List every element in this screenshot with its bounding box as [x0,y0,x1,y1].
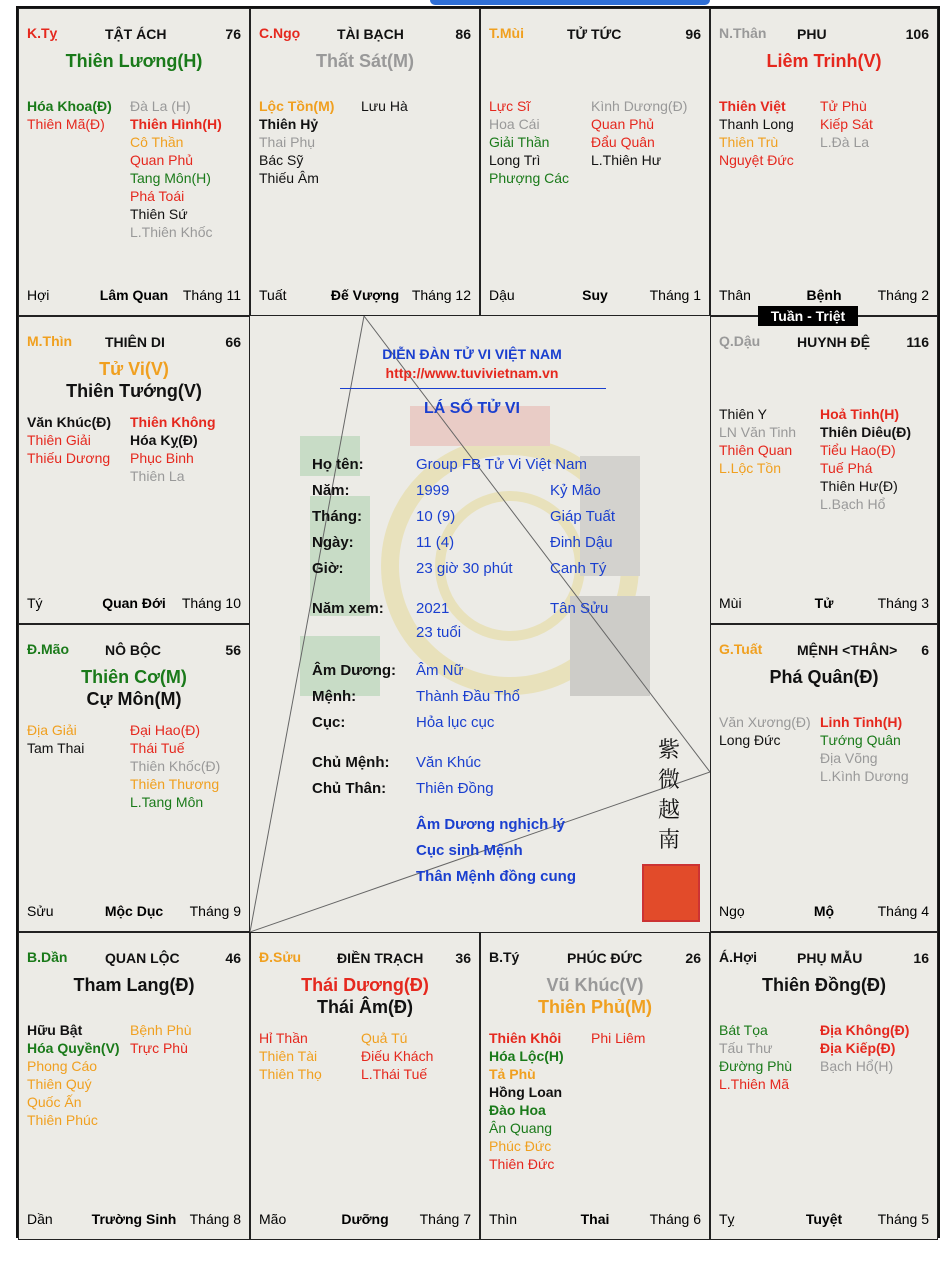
minor-star: Thái Tuế [130,740,185,756]
minor-star: Thiên Y [719,406,767,422]
info-label: Âm Dương: [312,662,397,679]
top-accent-bar [430,0,710,5]
minor-star: Quan Phủ [591,116,655,132]
palace-age: 6 [921,642,929,658]
chart-title: LÁ SỐ TỬ VI [424,400,520,417]
palace-footer [27,595,241,613]
palace-stage: Lâm Quan [99,287,169,303]
palace-can-chi: B.Dần [27,949,68,965]
palace-can-chi: G.Tuất [719,641,763,657]
minor-star: Đẩu Quân [591,134,655,150]
minor-star: Kiếp Sát [820,116,873,132]
minor-stars-right [820,713,909,785]
palace-stage: Tuyệt [805,1211,843,1227]
palace-can-chi: N.Thân [719,25,767,41]
minor-star: Tả Phù [489,1066,536,1082]
palace-cell [710,316,938,624]
minor-star: Thiên Khốc(Đ) [130,758,221,774]
minor-stars-right [361,97,408,115]
minor-star: Quả Tú [361,1030,408,1046]
main-star: Thiên Cơ(M) [81,667,187,687]
minor-star: Thiên Không [130,414,216,430]
minor-star: Lộc Tồn(M) [259,98,335,114]
palace-header [27,333,241,353]
minor-star: Văn Xương(Đ) [719,714,811,730]
info-value: 2021 [416,600,450,617]
seal-char: 微 [658,768,681,793]
minor-stars-right [591,1029,645,1047]
minor-star: Ân Quang [489,1120,553,1136]
palace-chi: Mùi [719,595,742,611]
palace-name: HUYNH ĐỆ [797,334,871,350]
palace-can-chi: M.Thìn [27,333,73,349]
palace-month: Tháng 6 [649,1211,701,1227]
palace-cell [18,316,250,624]
minor-star: Hoa Cái [489,116,540,132]
palace-chi: Tuất [259,287,287,303]
minor-star: Địa Võng [820,750,878,766]
minor-star: Hữu Bật [27,1022,83,1038]
minor-star: L.Đà La [820,134,870,150]
minor-stars-left [27,413,111,467]
palace-cell [710,8,938,316]
palace-header [719,949,929,969]
palace-header [489,949,701,969]
info-label: Tháng: [312,508,362,525]
minor-star: Thanh Long [719,116,794,132]
palace-stage: Trường Sinh [91,1211,177,1227]
palace-chi: Tý [27,595,43,611]
palace-age: 116 [906,334,929,350]
minor-stars-right [591,97,687,169]
palace-age: 66 [225,334,241,350]
info-label: Cục: [312,714,346,731]
info-extra: Giáp Tuất [550,508,616,525]
minor-star: Thiên Hư(Đ) [820,478,898,494]
minor-stars-left [719,1021,792,1093]
minor-star: Bát Tọa [719,1022,768,1038]
minor-star: Bác Sỹ [259,152,304,168]
palace-header [489,25,701,45]
minor-stars-left [719,713,811,749]
palace-can-chi: Đ.Sửu [259,949,302,965]
palace-cell [710,624,938,932]
info-value: 1999 [416,482,450,499]
palace-footer [489,287,701,305]
main-star: Tham Lang(Đ) [73,975,195,995]
minor-star: L.Bạch Hổ [820,496,886,512]
palace-month: Tháng 5 [877,1211,929,1227]
palace-footer [719,1211,929,1229]
minor-star: Phượng Các [489,170,570,186]
palace-age: 86 [455,26,471,42]
minor-star: Đà La (H) [130,98,191,114]
palace-month: Tháng 10 [181,595,241,611]
minor-star: Thai Phụ [259,134,316,150]
minor-star: Thiên Mã(Đ) [27,116,105,132]
minor-star: Long Đức [719,732,781,748]
main-star: Thiên Phủ(M) [538,997,652,1017]
minor-stars-left [27,1021,120,1129]
palace-month: Tháng 8 [189,1211,241,1227]
main-star: Thiên Tướng(V) [66,381,202,401]
minor-star: Lưu Hà [361,98,408,114]
chart-note: Thân Mệnh đồng cung [416,868,576,885]
minor-star: Thiếu Dương [27,450,111,466]
palace-month: Tháng 9 [189,903,241,919]
minor-star: Hỉ Thần [259,1030,308,1046]
palace-name: PHỤ MẪU [797,950,863,966]
palace-can-chi: Đ.Mão [27,641,69,657]
minor-star: Phá Toái [130,188,185,204]
minor-stars-right [820,97,873,151]
palace-name: PHÚC ĐỨC [567,950,643,966]
info-value: Văn Khúc [416,754,482,771]
palace-age: 26 [685,950,701,966]
info-value: Thành Đầu Thổ [416,688,520,705]
info-value: 23 giờ 30 phút [416,560,513,577]
info-extra: Đinh Dậu [550,534,613,551]
main-star: Thiên Lương(H) [65,51,203,71]
palace-can-chi: Á.Hợi [719,949,757,965]
palace-stage: Quan Đới [102,595,166,611]
palace-name: THIÊN DI [105,334,165,350]
minor-stars-right [820,405,911,513]
palace-cell [250,932,480,1240]
palace-can-chi: K.Tỵ [27,25,58,41]
palace-can-chi: C.Ngọ [259,25,301,41]
minor-stars-right [361,1029,433,1083]
minor-star: Thiên Sứ [130,206,188,222]
minor-star: Tang Môn(H) [130,170,211,186]
minor-star: L.Thiên Khốc [130,224,213,240]
minor-star: Lực Sĩ [489,98,531,114]
minor-star: Tử Phù [820,98,867,114]
minor-star: Thiên Diêu(Đ) [820,424,911,440]
palace-header [719,641,929,661]
palace-cell [18,932,250,1240]
minor-star: Phong Cáo [27,1058,98,1074]
palace-stage: Dưỡng [341,1211,389,1227]
minor-stars-left [489,97,569,187]
minor-star: Tấu Thư [719,1040,773,1056]
palace-footer [719,287,929,305]
minor-star: Thiếu Âm [259,170,319,186]
palace-month: Tháng 4 [877,903,929,919]
minor-star: Phục Binh [130,450,194,466]
palace-name: NÔ BỘC [105,642,161,658]
palace-stage: Mộc Dục [104,903,164,919]
minor-star: Thiên Tài [259,1048,318,1064]
palace-name: PHU [797,26,827,42]
minor-star: Thiên Đức [489,1156,555,1172]
palace-header [27,25,241,45]
minor-stars-left [27,97,112,133]
minor-stars-left [259,1029,322,1083]
minor-star: L.Lộc Tồn [719,460,782,476]
minor-star: Hóa Lộc(H) [489,1048,564,1064]
palace-header [27,949,241,969]
minor-star: Tuế Phá [820,460,873,476]
minor-star: Văn Khúc(Đ) [27,414,111,430]
minor-star: Thiên Thương [130,776,220,792]
minor-star: Địa Không(Đ) [820,1022,910,1038]
minor-star: Thiên Phúc [27,1112,98,1128]
minor-stars-left [27,721,84,757]
palace-cell [18,624,250,932]
palace-age: 46 [225,950,241,966]
minor-star: LN Văn Tinh [719,424,797,440]
main-star: Thái Âm(Đ) [317,997,413,1017]
palace-name: QUAN LỘC [105,950,180,966]
minor-star: L.Thiên Hư [591,152,662,168]
minor-star: L.Thái Tuế [361,1066,428,1082]
palace-name: ĐIỀN TRẠCH [337,950,424,966]
info-value: Âm Nữ [416,662,464,679]
palace-footer [489,1211,701,1229]
minor-star: Hóa Quyền(V) [27,1040,120,1056]
minor-star: Thiên Việt [719,98,786,114]
minor-star: Quốc Ấn [27,1094,82,1110]
minor-star: Linh Tinh(H) [820,714,903,730]
palace-cell [480,8,710,316]
minor-star: Thiên Giải [27,432,91,448]
info-extra: Canh Tý [550,560,607,577]
minor-star: Tam Thai [27,740,85,756]
info-extra: Tân Sửu [550,600,609,617]
palace-age: 76 [225,26,241,42]
site-name: DIỄN ĐÀN TỬ VI VIỆT NAM [382,346,562,362]
minor-star: Cô Thần [130,134,184,150]
palace-chi: Thân [719,287,751,303]
palace-can-chi: B.Tý [489,949,520,965]
palace-month: Tháng 3 [877,595,929,611]
palace-name: MỆNH <THÂN> [797,642,898,658]
info-value: Hỏa lục cục [416,714,495,731]
palace-cell [250,8,480,316]
palace-month: Tháng 7 [419,1211,471,1227]
info-label: Chủ Thân: [312,780,387,797]
info-label: Mệnh: [312,688,357,705]
minor-star: Đường Phù [719,1058,793,1074]
palace-chi: Dậu [489,287,515,303]
palace-name: TẬT ÁCH [105,26,167,42]
minor-star: L.Kình Dương [820,768,909,784]
minor-stars-right [130,413,216,485]
minor-stars-right [130,97,222,241]
palace-age: 106 [905,26,929,42]
palace-name: TỬ TỨC [567,26,622,42]
minor-star: Thiên Trù [719,134,779,150]
minor-star: Thiên Thọ [259,1066,322,1082]
palace-chi: Tỵ [719,1211,735,1227]
palace-stage: Suy [582,287,608,303]
main-star: Liêm Trinh(V) [766,51,882,71]
minor-star: Thiên La [130,468,185,484]
minor-star: Đại Hao(Đ) [130,722,201,738]
minor-star: Địa Kiếp(Đ) [820,1040,896,1056]
palace-chi: Mão [259,1211,287,1227]
info-label: Năm xem: [312,600,384,617]
info-value: Group FB Tử Vi Việt Nam [416,456,587,473]
palace-age: 36 [455,950,471,966]
site-url[interactable]: http://www.tuvivietnam.vn [385,365,559,381]
main-star: Tử Vi(V) [99,359,169,379]
palace-stage: Tử [814,595,834,611]
palace-month: Tháng 11 [182,287,241,303]
info-label: Họ tên: [312,456,364,473]
palace-month: Tháng 2 [877,287,929,303]
minor-star: Thiên Hỷ [259,116,319,132]
palace-header [259,949,471,969]
palace-chi: Ngọ [719,903,745,919]
minor-star: Điếu Khách [361,1048,434,1064]
palace-month: Tháng 1 [649,287,701,303]
minor-stars-left [719,405,796,477]
center-info-panel [250,316,710,932]
palace-header [27,641,241,661]
info-value: 11 (4) [416,534,455,551]
minor-star: Bạch Hổ(H) [820,1058,894,1074]
info-label: Chủ Mệnh: [312,754,390,771]
palace-cell [710,932,938,1240]
minor-star: Phi Liêm [591,1030,646,1046]
minor-star: Thiên Quý [27,1076,92,1092]
palace-footer [259,287,471,305]
palace-footer [27,1211,241,1229]
minor-star: Phúc Đức [489,1138,552,1154]
minor-stars-right [130,1021,192,1057]
main-star: Thái Dương(Đ) [301,975,429,995]
palace-footer [719,903,929,921]
main-star: Phá Quân(Đ) [769,667,879,687]
minor-star: Đào Hoa [489,1102,546,1118]
palace-age: 56 [225,642,241,658]
main-star: Thiên Đồng(Đ) [762,975,886,995]
info-label: Năm: [312,482,350,499]
minor-star: Hóa Khoa(Đ) [27,98,112,114]
main-star: Vũ Khúc(V) [546,975,644,995]
minor-stars-right [820,1021,909,1075]
seal-characters [658,736,688,856]
main-star: Cự Môn(M) [86,689,182,709]
palace-cell [480,932,710,1240]
tuan-triet-badge: Tuần - Triệt [758,306,858,326]
info-label: Ngày: [312,534,354,551]
palace-stage: Đế Vượng [330,287,400,303]
palace-age: 96 [685,26,701,42]
chart-note: Cục sinh Mệnh [416,842,523,859]
palace-header [719,333,929,353]
minor-stars-left [489,1029,564,1173]
minor-star: Quan Phủ [130,152,194,168]
palace-age: 16 [913,950,929,966]
minor-star: L.Thiên Mã [719,1076,790,1092]
minor-star: Kình Dương(Đ) [591,98,688,114]
palace-header [719,25,929,45]
minor-stars-left [719,97,794,169]
minor-star: L.Tang Môn [130,794,204,810]
palace-month: Tháng 12 [411,287,471,303]
palace-header [259,25,471,45]
minor-star: Bệnh Phù [130,1022,192,1038]
palace-stage: Mộ [813,903,835,919]
minor-star: Thiên Hình(H) [130,116,222,132]
minor-star: Thiên Quan [719,442,793,458]
info-extra: Kỷ Mão [550,482,601,499]
palace-name: TÀI BẠCH [337,26,404,42]
seal-char: 南 [658,828,681,853]
minor-star: Tướng Quân [820,732,901,748]
minor-star: Hoả Tinh(H) [820,406,900,422]
palace-footer [27,287,241,305]
palace-footer [27,903,241,921]
palace-chi: Hợi [27,287,50,303]
info-value: 23 tuổi [416,624,462,641]
palace-chi: Thìn [489,1211,518,1227]
minor-star: Nguyệt Đức [719,152,794,168]
minor-star: Trực Phù [130,1040,188,1056]
seal-char: 越 [658,798,681,823]
main-star: Thất Sát(M) [316,51,414,71]
palace-footer [719,595,929,613]
info-value: 10 (9) [416,508,456,525]
red-seal-stamp [642,864,700,922]
minor-star: Thiên Khôi [489,1030,562,1046]
palace-cell [18,8,250,316]
palace-stage: Bệnh [806,287,842,303]
title-divider [340,388,606,389]
minor-star: Giải Thần [489,134,550,150]
chart-note: Âm Dương nghịch lý [416,816,566,833]
palace-footer [259,1211,471,1229]
minor-star: Hóa Kỵ(Đ) [130,432,198,448]
palace-can-chi: T.Mùi [489,25,524,41]
minor-star: Địa Giải [27,722,77,738]
minor-star: Tiểu Hao(Đ) [820,442,896,458]
info-label: Giờ: [312,560,344,577]
palace-stage: Thai [580,1211,610,1227]
seal-char: 紫 [658,738,681,763]
palace-chi: Dần [27,1211,53,1227]
minor-stars-left [259,97,334,187]
horoscope-chart [16,6,940,1238]
palace-can-chi: Q.Dậu [719,333,761,349]
palace-chi: Sửu [27,903,54,919]
minor-stars-right [130,721,220,811]
minor-star: Long Trì [489,152,541,168]
info-value: Thiên Đồng [416,780,494,797]
minor-star: Hồng Loan [489,1084,563,1100]
